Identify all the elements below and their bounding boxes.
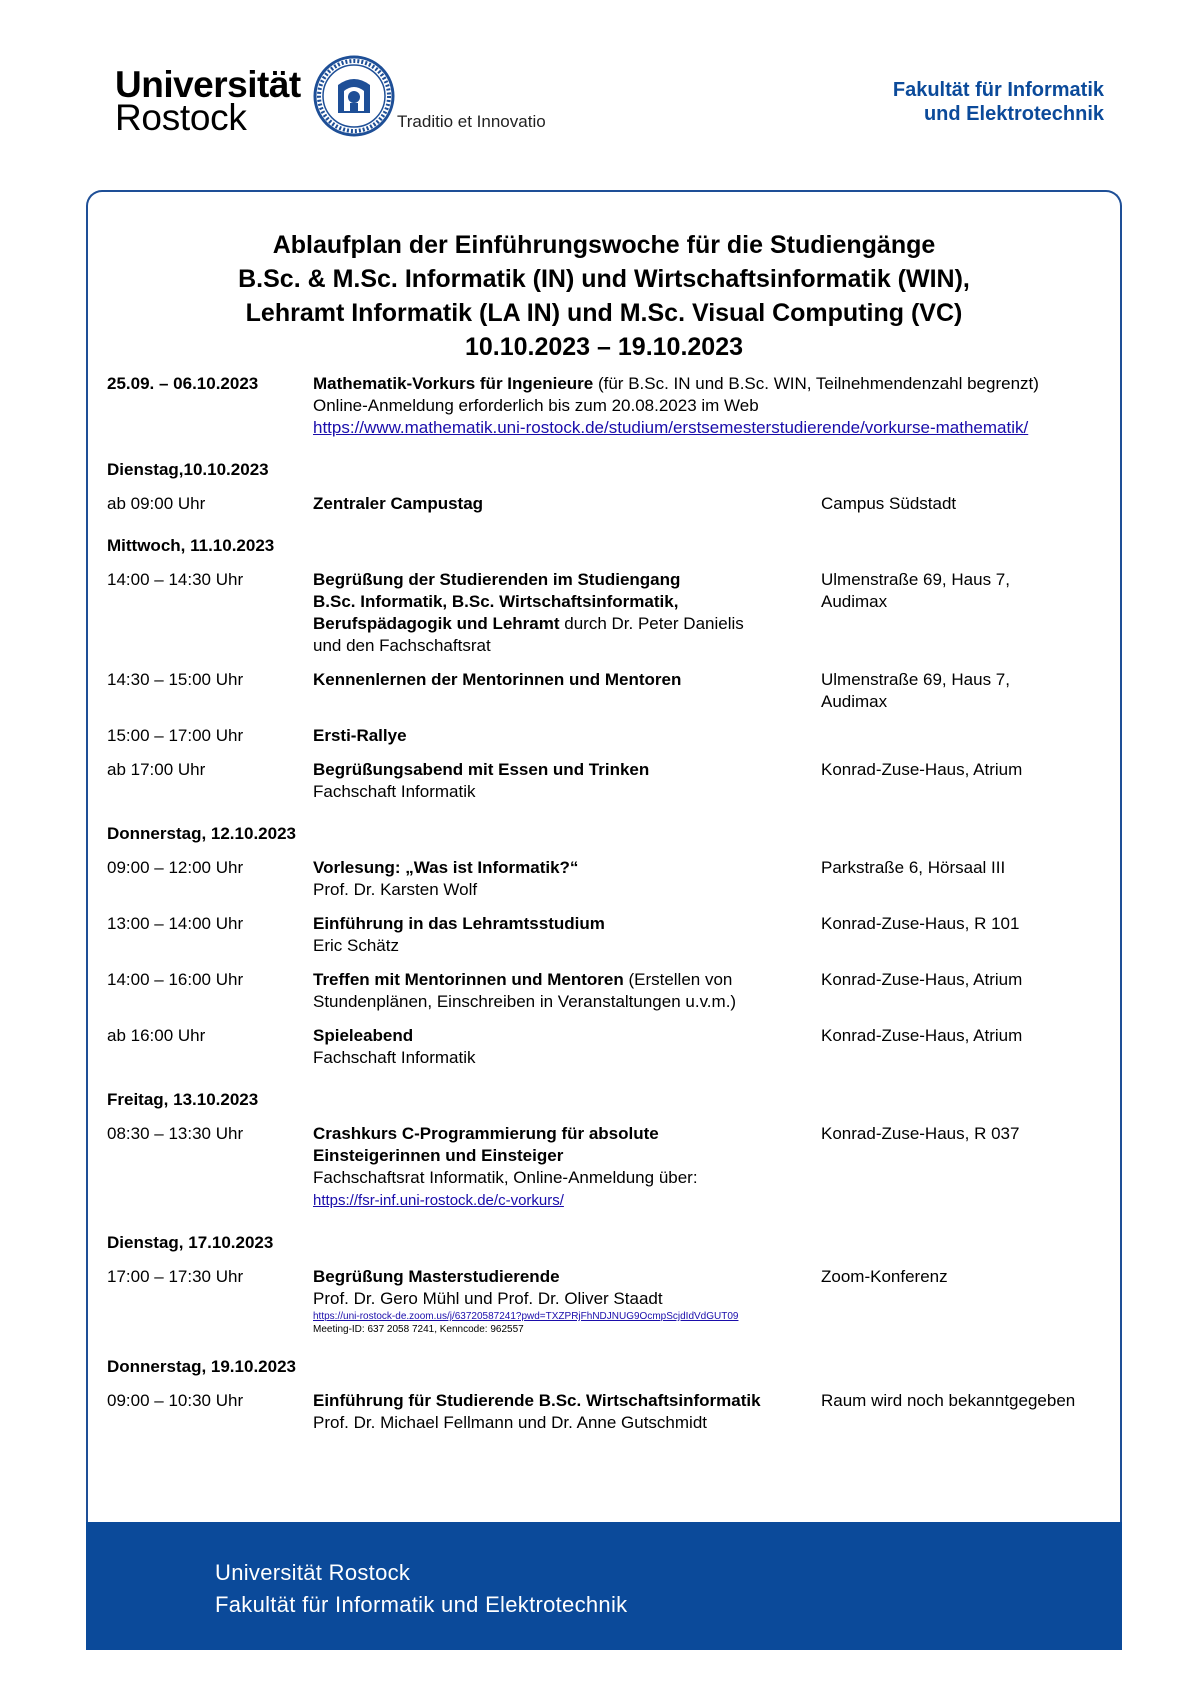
entry-time: ab 17:00 Uhr [107, 760, 206, 779]
entry-time: ab 16:00 Uhr [107, 1026, 206, 1045]
logo-line-2: Rostock [115, 97, 247, 138]
day-heading: Donnerstag, 19.10.2023 [107, 1357, 296, 1376]
day-heading: Mittwoch, 11.10.2023 [107, 536, 275, 555]
entry-sub: Eric Schätz [313, 936, 399, 955]
entry-title-line: Begrüßung der Studierenden im Studiengang [313, 570, 681, 589]
day-heading: Dienstag,10.10.2023 [107, 460, 269, 479]
meeting-id: Meeting-ID: 637 2058 7241, Kenncode: 962557 [313, 1324, 524, 1335]
entry-location: Konrad-Zuse-Haus, Atrium [821, 760, 1023, 779]
entry-details [313, 913, 821, 957]
entry-details [313, 759, 821, 803]
logo-line-1: Universität [115, 64, 301, 105]
location-line: Audimax [821, 592, 888, 611]
entry-sub: Prof. Dr. Karsten Wolf [313, 880, 478, 899]
university-logo-wordmark [115, 66, 301, 136]
entry-title: Spieleabend [313, 1026, 414, 1045]
schedule [107, 373, 1117, 1434]
vorkurs-link[interactable]: https://www.mathematik.uni-rostock.de/studium/erstsemesterstudierende/vorkurse-mathematik/ [313, 418, 1029, 437]
schedule-entry [107, 1123, 1117, 1212]
entry-time: 14:00 – 16:00 Uhr [107, 970, 244, 989]
entry-location: Konrad-Zuse-Haus, R 037 [821, 1124, 1020, 1143]
entry-sub: Prof. Dr. Gero Mühl und Prof. Dr. Oliver Staadt [313, 1289, 663, 1308]
entry-location: Konrad-Zuse-Haus, Atrium [821, 1026, 1023, 1045]
entry-time: 25.09. – 06.10.2023 [107, 374, 259, 393]
entry-time: 17:00 – 17:30 Uhr [107, 1267, 244, 1286]
vorkurs-entry [107, 373, 1117, 439]
schedule-entry [107, 1025, 1117, 1069]
entry-title: Treffen mit Mentorinnen und Mentoren [313, 970, 624, 989]
entry-title: Zentraler Campustag [313, 494, 484, 513]
day-heading: Dienstag, 17.10.2023 [107, 1233, 274, 1252]
entry-location: Konrad-Zuse-Haus, R 101 [821, 914, 1020, 933]
footer-line-2: Fakultät für Informatik und Elektrotechnik [215, 1592, 628, 1617]
entry-title-line: B.Sc. Informatik, B.Sc. Wirtschaftsinformatik, [313, 592, 679, 611]
title-line-4: 10.10.2023 – 19.10.2023 [464, 333, 744, 361]
entry-title: Kennenlernen der Mentorinnen und Mentoren [313, 670, 682, 689]
entry-details [313, 857, 821, 901]
entry-title: Einführung in das Lehramtsstudium [313, 914, 605, 933]
entry-sub: Fachschaft Informatik [313, 782, 476, 801]
entry-details [313, 1025, 821, 1069]
location-line: Ulmenstraße 69, Haus 7, [821, 570, 1010, 589]
entry-location: Raum wird noch bekanntgegeben [821, 1391, 1076, 1410]
entry-location: Konrad-Zuse-Haus, Atrium [821, 970, 1023, 989]
entry-title: Begrüßung Masterstudierende [313, 1267, 560, 1286]
faculty-line-1: Fakultät für Informatik [892, 79, 1104, 101]
entry-note: (für B.Sc. IN und B.Sc. WIN, Teilnehmendenzahl begrenzt) [593, 374, 1039, 393]
faculty-line-2: und Elektrotechnik [923, 103, 1104, 125]
entry-location [821, 569, 1117, 657]
location-line: Ulmenstraße 69, Haus 7, [821, 670, 1010, 689]
schedule-entry [107, 669, 1117, 713]
entry-sub: Fachschaftsrat Informatik, Online-Anmeldung über: [313, 1168, 698, 1187]
footer-line-1: Universität Rostock [215, 1560, 411, 1585]
day-heading: Freitag, 13.10.2023 [107, 1090, 259, 1109]
location-line: Audimax [821, 692, 888, 711]
schedule-entry [107, 1266, 1117, 1336]
title-line-3: Lehramt Informatik (LA IN) und M.Sc. Visual Computing (VC) [245, 299, 963, 327]
entry-details [313, 373, 1117, 439]
entry-sub: Stundenplänen, Einschreiben in Veranstaltungen u.v.m.) [313, 992, 737, 1011]
entry-title: Einführung für Studierende B.Sc. Wirtschaftsinformatik [313, 1391, 761, 1410]
faculty-header [893, 78, 1104, 126]
day-heading: Donnerstag, 12.10.2023 [107, 824, 296, 843]
entry-title: Ersti-Rallye [313, 726, 407, 745]
entry-time: 09:00 – 12:00 Uhr [107, 858, 244, 877]
entry-title: Vorlesung: „Was ist Informatik?“ [313, 858, 579, 877]
entry-location: Zoom-Konferenz [821, 1267, 948, 1286]
entry-title-line: Crashkurs C-Programmierung für absolute [313, 1124, 659, 1143]
schedule-entry [107, 857, 1117, 901]
page-title [86, 228, 1122, 364]
schedule-entry [107, 493, 1117, 515]
entry-time: 09:00 – 10:30 Uhr [107, 1391, 244, 1410]
entry-time: 15:00 – 17:00 Uhr [107, 726, 244, 745]
title-line-1: Ablaufplan der Einführungswoche für die Studiengänge [272, 231, 936, 259]
schedule-entry [107, 569, 1117, 657]
entry-details [313, 969, 821, 1013]
entry-details [313, 1390, 821, 1434]
entry-time: 08:30 – 13:30 Uhr [107, 1124, 244, 1143]
entry-sub: Prof. Dr. Michael Fellmann und Dr. Anne Gutschmidt [313, 1413, 708, 1432]
entry-title-line: Einsteigerinnen und Einsteiger [313, 1146, 564, 1165]
entry-location: Campus Südstadt [821, 494, 957, 513]
entry-registration: Online-Anmeldung erforderlich bis zum 20.08.2023 im Web [313, 396, 759, 415]
footer-band [86, 1522, 1122, 1650]
entry-details [313, 1123, 821, 1212]
entry-location [821, 669, 1117, 713]
schedule-entry [107, 913, 1117, 957]
entry-details [313, 569, 821, 657]
entry-time: ab 09:00 Uhr [107, 494, 206, 513]
entry-note: (Erstellen von [623, 970, 733, 989]
tagline: Traditio et Innovatio [397, 112, 546, 131]
entry-sub: und den Fachschaftsrat [313, 636, 491, 655]
entry-note: durch Dr. Peter Danielis [559, 614, 744, 633]
zoom-link[interactable]: https://uni-rostock-de.zoom.us/j/63720587241?pwd=TXZPRjFhNDJNUG9OcmpScjdIdVdGUT09 [313, 1311, 739, 1322]
entry-location [821, 725, 1117, 747]
schedule-entry [107, 759, 1117, 803]
university-seal-icon [313, 55, 395, 137]
entry-time: 14:00 – 14:30 Uhr [107, 570, 244, 589]
entry-title: Begrüßungsabend mit Essen und Trinken [313, 760, 650, 779]
entry-time: 13:00 – 14:00 Uhr [107, 914, 244, 933]
schedule-entry [107, 969, 1117, 1013]
entry-time: 14:30 – 15:00 Uhr [107, 670, 244, 689]
schedule-entry [107, 1390, 1117, 1434]
entry-title: Mathematik-Vorkurs für Ingenieure [313, 374, 594, 393]
entry-title-line: Berufspädagogik und Lehramt [313, 614, 560, 633]
schedule-entry [107, 725, 1117, 747]
crashkurs-link[interactable]: https://fsr-inf.uni-rostock.de/c-vorkurs/ [313, 1192, 564, 1209]
entry-details [313, 1266, 821, 1336]
entry-sub: Fachschaft Informatik [313, 1048, 476, 1067]
entry-location: Parkstraße 6, Hörsaal III [821, 858, 1006, 877]
title-line-2: B.Sc. & M.Sc. Informatik (IN) und Wirtschaftsinformatik (WIN), [238, 265, 970, 293]
